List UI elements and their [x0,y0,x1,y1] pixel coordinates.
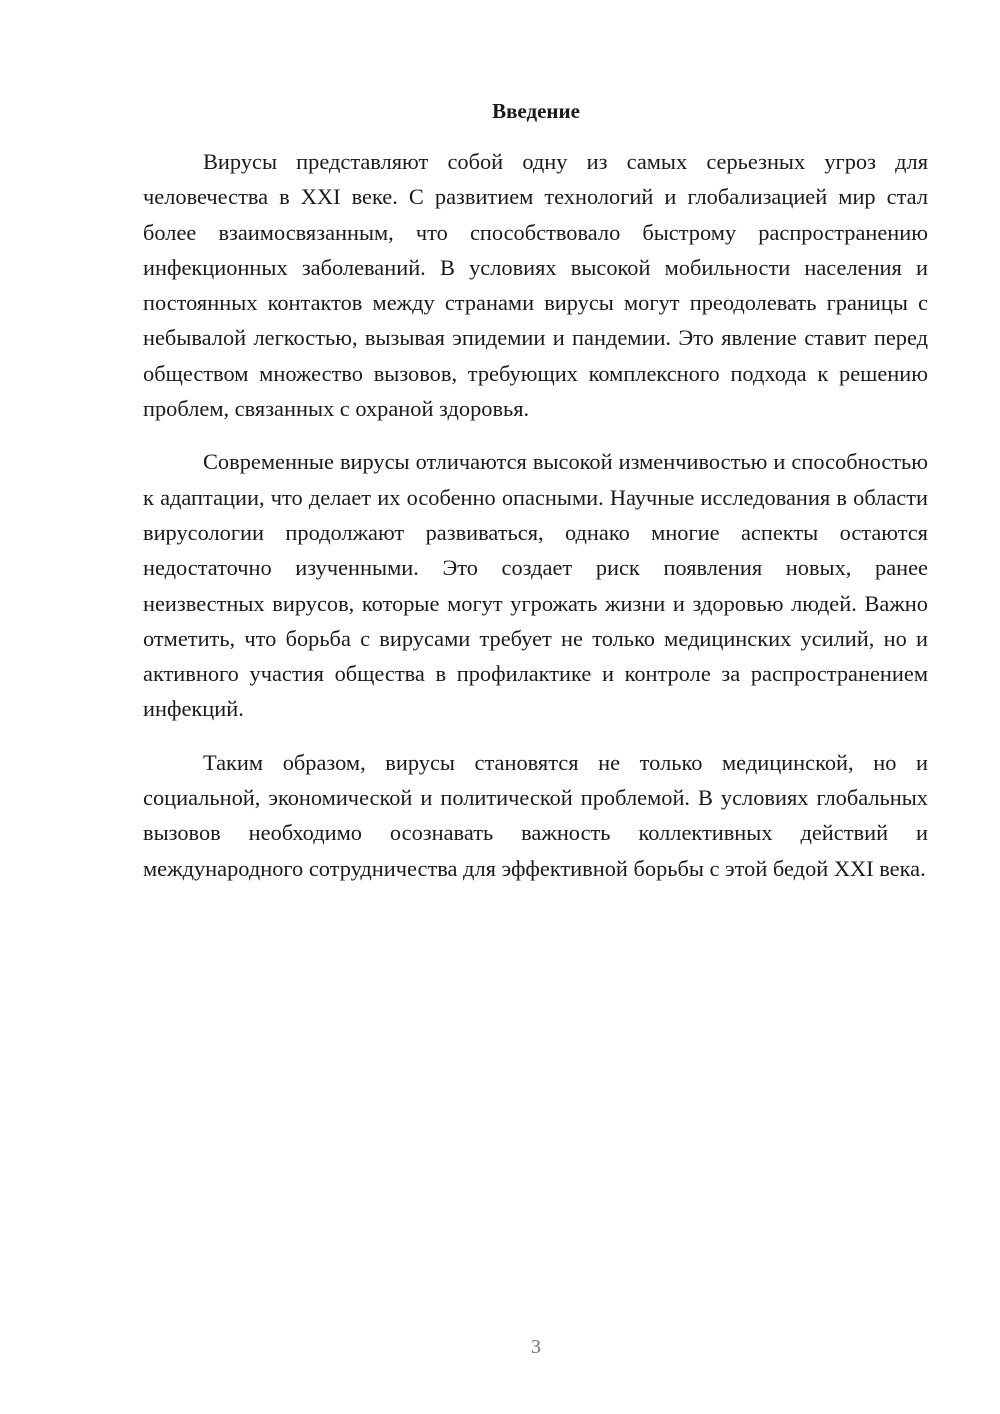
paragraph-1: Вирусы представляют собой одну из самых серьезных угроз для человечества в XXI веке. С развитием технологий и глобализацией мир стал более взаимосвязанным, что способствовало быстрому распространению инфекционных заболеваний. В условиях высокой мобильности населения и постоянных контактов между странами вирусы могут преодолевать границы с небывалой легкостью, вызывая эпидемии и пандемии. Это явление ставит перед обществом множество вызовов, требующих комплексного подхода к решению проблем, связанных с охраной здоровья. [143,149,928,422]
body-text [143,144,928,904]
paragraph-2: Современные вирусы отличаются высокой изменчивостью и способностью к адаптации, что делает их особенно опасными. Научные исследования в области вирусологии продолжают развиваться, однако многие аспекты остаются недостаточно изученными. Это создает риск появления новых, ранее неизвестных вирусов, которые могут угрожать жизни и здоровью людей. Важно отметить, что борьба с вирусами требует не только медицинских усилий, но и активного участия общества в профилактике и контроле за распространением инфекций. [143,449,928,722]
paragraph-3: Таким образом, вирусы становятся не только медицинской, но и социальной, экономической и политической проблемой. В условиях глобальных вызовов необходимо осознавать важность коллективных действий и международного сотрудничества для эффективной борьбы с этой бедой XXI века. [143,749,928,881]
section-title: Введение [492,99,580,123]
page-number: 3 [531,1336,541,1358]
